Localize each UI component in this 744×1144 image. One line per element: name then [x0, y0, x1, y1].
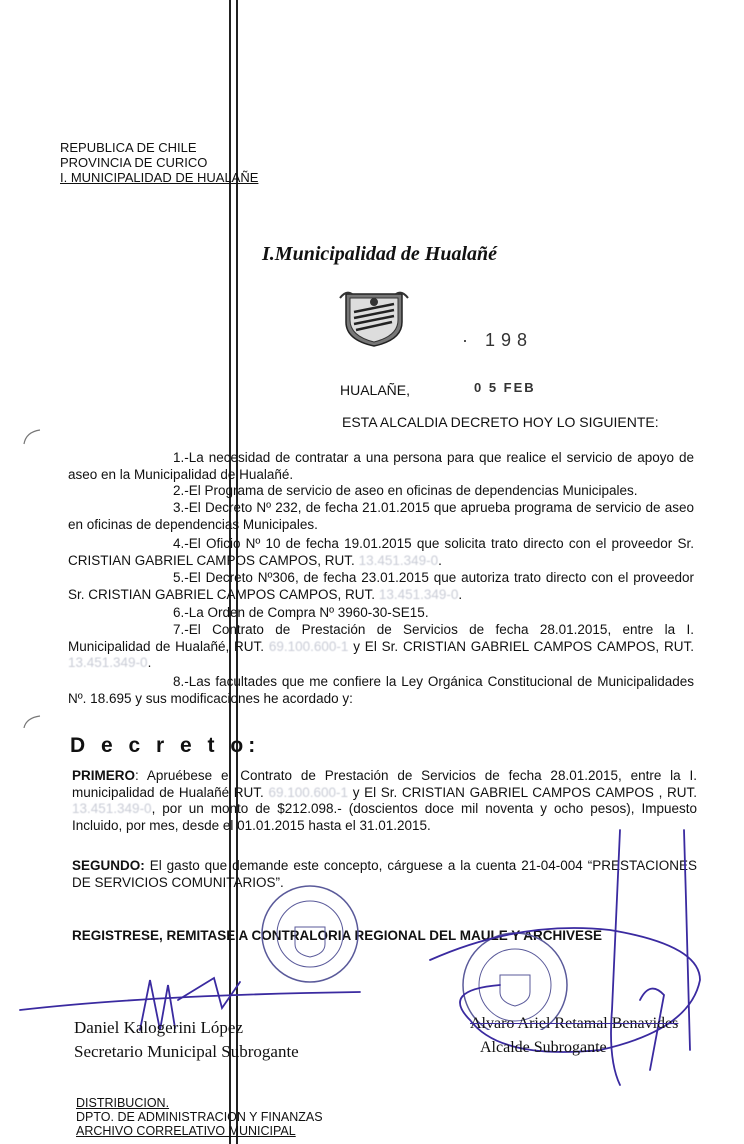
distribution-item: ARCHIVO CORRELATIVO MUNICIPAL — [76, 1124, 296, 1138]
document-title: I.Municipalidad de Hualañé — [262, 243, 498, 265]
considerando-3: 3.-El Decreto Nº 232, de fecha 21.01.2015 que aprueba programa de servicio de aseo en oficinas de dependencias Municipales. — [68, 500, 694, 532]
punch-hole-marks-icon — [18, 428, 48, 728]
signature-secretary — [74, 1016, 299, 1064]
considerando-5: 5.-El Decreto Nº306, de fecha 23.01.2015 que autoriza trato directo con el proveedor Sr. CRISTIAN GABRIEL CAMPOS CAMPOS, RUT. 13.451.349-0. — [68, 570, 694, 602]
primero-label: PRIMERO — [72, 768, 136, 783]
redacted-rut: 13.451.349-0 — [68, 655, 148, 670]
segundo-text: El gasto que demande este concepto, cárguese a la cuenta 21-04-004 “PRESTACIONES DE SERVICIOS COMUNITARIOS”. — [72, 858, 697, 890]
considerando-6: 6.-La Orden de Compra Nº 3960-30-SE15. — [173, 605, 429, 620]
considerando-7-text: 7.-El Contrato de Prestación de Servicios de fecha 28.01.2015, entre la I. Municipalidad de Hualañé, RUT. — [68, 622, 694, 654]
considerando-8: 8.-Las facultades que me confiere la Ley Orgánica Constitucional de Municipalidades Nº. 18.695 y sus modificaciones he acordado y: — [68, 674, 694, 706]
decreto-heading: D e c r e t o: — [70, 734, 261, 757]
considerando-4: 4.-El Oficio Nº 10 de fecha 19.01.2015 que solicita trato directo con el proveedor Sr. CRISTIAN GABRIEL CAMPOS CAMPOS, RUT. 13.451.349-0. — [68, 536, 694, 568]
place-label: HUALAÑE, — [340, 382, 411, 398]
considerando-7-text-b: y El Sr. CRISTIAN GABRIEL CAMPOS CAMPOS, RUT. — [353, 638, 694, 654]
secretary-title: Secretario Municipal Subrogante — [74, 1042, 299, 1061]
alcaldia-statement: ESTA ALCALDIA DECRETO HOY LO SIGUIENTE: — [342, 414, 659, 430]
signature-mayor — [470, 1012, 678, 1060]
registrese-statement: REGISTRESE, REMITASE A CONTRALORIA REGIONAL DEL MAULE Y ARCHIVESE — [72, 928, 603, 943]
secretary-name: Daniel Kalogerini López — [74, 1018, 243, 1037]
primero-text-3: , por un monto de $212.098.- (doscientos doce mil noventa y ocho pesos), Impuesto Incluido, por mes, desde el 01.01.2015 hasta el 31.01.2015. — [72, 801, 697, 833]
letterhead-municipality: I. MUNICIPALIDAD DE HUALAÑE — [60, 170, 259, 185]
distribution-item: DPTO. DE ADMINISTRACION Y FINANZAS — [76, 1110, 323, 1124]
redacted-rut: 13.451.349-0 — [378, 586, 459, 602]
distribution-title: DISTRIBUCION. — [76, 1096, 170, 1110]
primero-text-2: y El Sr. CRISTIAN GABRIEL CAMPOS CAMPOS , RUT. — [352, 784, 697, 800]
considerando-5-text: 5.-El Decreto Nº306, de fecha 23.01.2015 que autoriza trato directo con el proveedor Sr. CRISTIAN GABRIEL CAMPOS CAMPOS, RUT. — [68, 570, 694, 602]
segundo-label: SEGUNDO: — [72, 858, 145, 873]
redacted-rut: 13.451.349-0 — [358, 552, 439, 568]
considerando-2: 2.-El Programa de servicio de aseo en oficinas de dependencias Municipales. — [173, 483, 638, 498]
mayor-name: Alvaro Ariel Retamal Benavides — [470, 1015, 679, 1032]
date-stamp: 0 5 FEB — [474, 380, 536, 395]
primero-text-1: : Apruébese el Contrato de Prestación de Servicios de fecha 28.01.2015, entre la I. municipalidad de Hualañé RUT. — [72, 768, 697, 800]
considerando-4-text: 4.-El Oficio Nº 10 de fecha 19.01.2015 que solicita trato directo con el proveedor Sr. CRISTIAN GABRIEL CAMPOS CAMPOS, RUT. — [68, 536, 694, 568]
letterhead-province: PROVINCIA DE CURICO — [60, 155, 208, 170]
distribution-list — [76, 1096, 323, 1138]
redacted-rut-municipality: 69.100.600-1 — [268, 638, 349, 654]
mayor-title: Alcalde Subrogante — [480, 1039, 607, 1056]
considerando-1: 1.-La necesidad de contratar a una persona para que realice el servicio de apoyo de aseo en la Municipalidad de Hualañé. — [68, 450, 694, 482]
considerando-7: 7.-El Contrato de Prestación de Servicios de fecha 28.01.2015, entre la I. Municipalidad de Hualañé, RUT. 69.100.600-1 y El Sr. CRISTIAN GABRIEL CAMPOS CAMPOS, RUT. 13.451.349-0. — [68, 622, 694, 670]
redacted-rut: 13.451.349-0 — [72, 801, 152, 816]
redacted-rut-municipality: 69.100.600-1 — [268, 784, 349, 800]
letterhead-country: REPUBLICA DE CHILE — [60, 140, 197, 155]
decree-number: · 198 — [462, 330, 534, 350]
